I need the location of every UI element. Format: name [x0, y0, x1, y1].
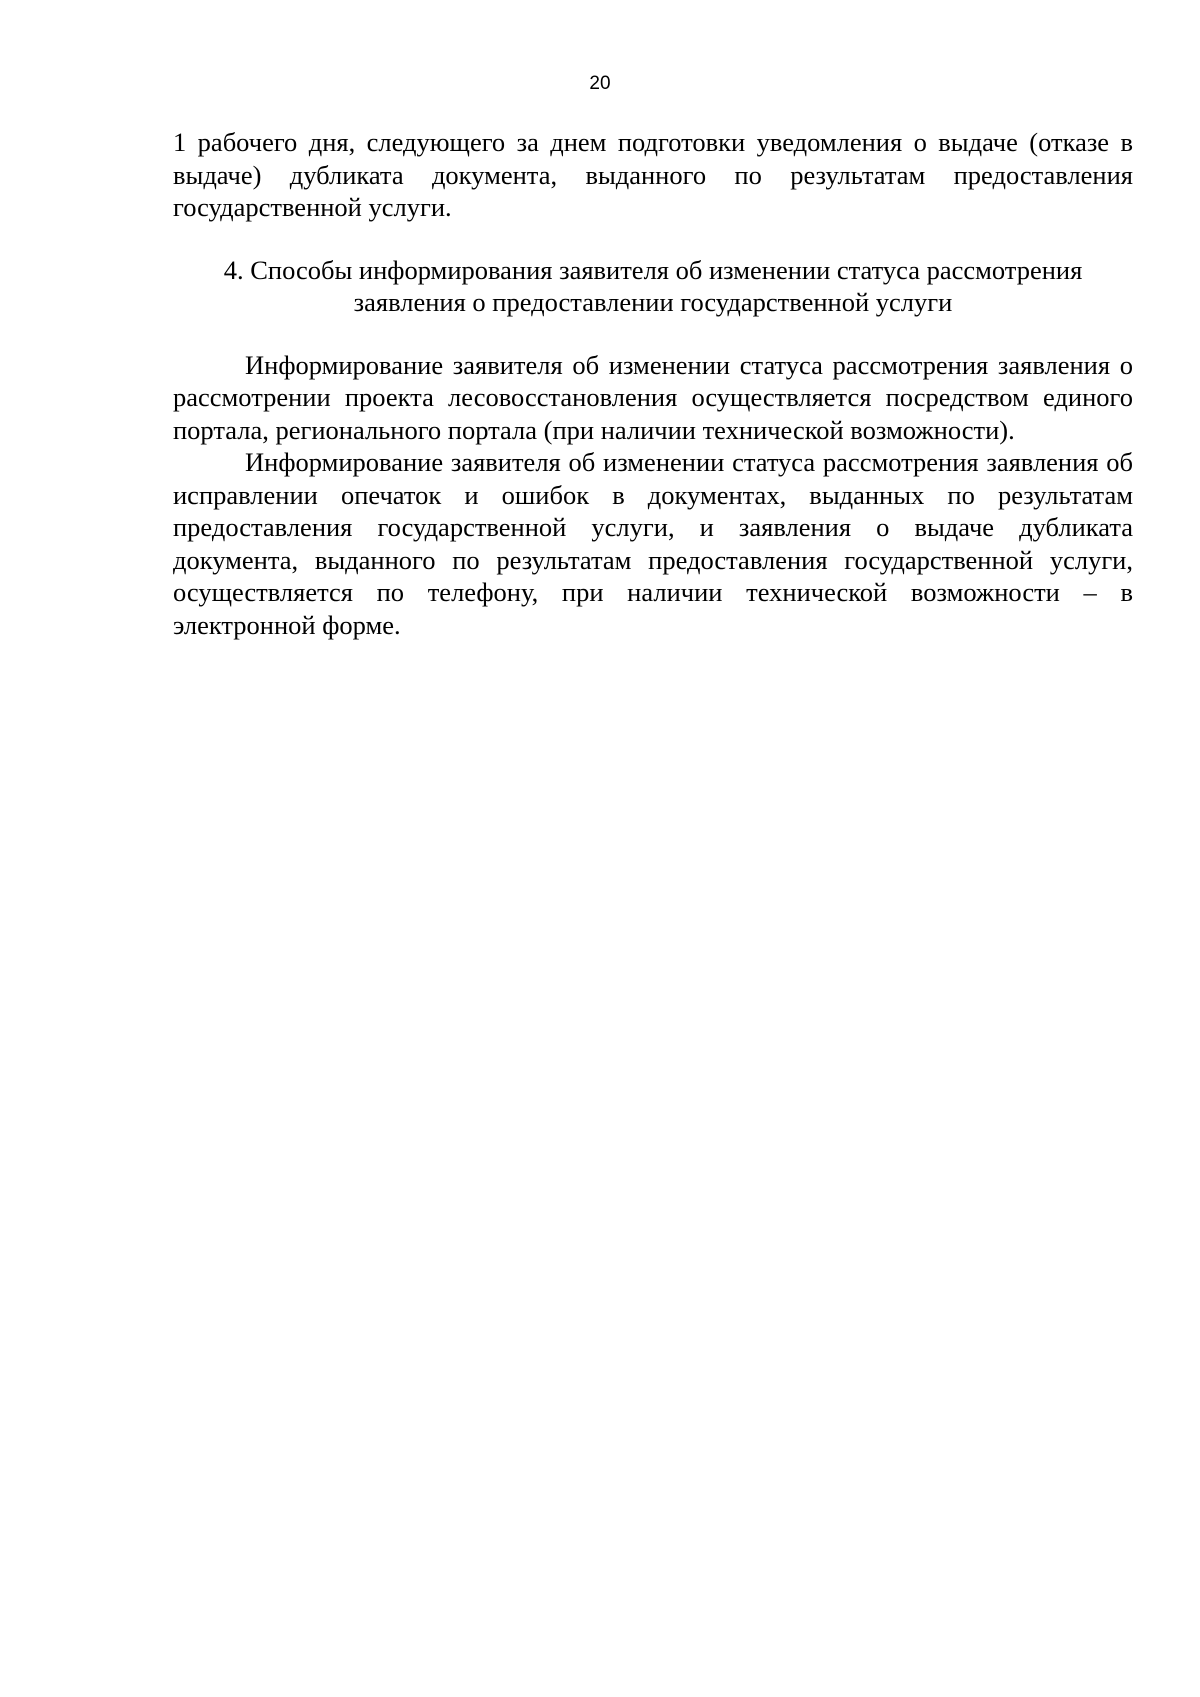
document-body	[173, 126, 1133, 641]
body-paragraph: Информирование заявителя об изменении статуса рассмотрения заявления о рассмотрении проекта лесовосстановления осуществляется посредством единого портала, регионального портала (при наличии технической возможности).	[173, 349, 1133, 445]
section-heading	[173, 254, 1133, 319]
section-heading-line-1: 4. Способы информирования заявителя об изменении статуса рассмотрения	[223, 254, 1083, 285]
page-number: 20	[589, 73, 611, 94]
body-paragraph: Информирование заявителя об изменении статуса рассмотрения заявления об исправлении опечаток и ошибок в документах, выданных по результатам предоставления государственной услуги, и заявления о выдаче дубликата документа, выданного по результатам предоставления государственной услуги, осуществляется по телефону, при наличии технической возможности – в электронной форме.	[173, 447, 1133, 640]
continuation-paragraph: 1 рабочего дня, следующего за днем подготовки уведомления о выдаче (отказе в выдаче) дубликата документа, выданного по результатам предоставления государственной услуги.	[173, 127, 1133, 222]
section-heading-line-2: заявления о предоставлении государственной услуги	[353, 287, 953, 317]
